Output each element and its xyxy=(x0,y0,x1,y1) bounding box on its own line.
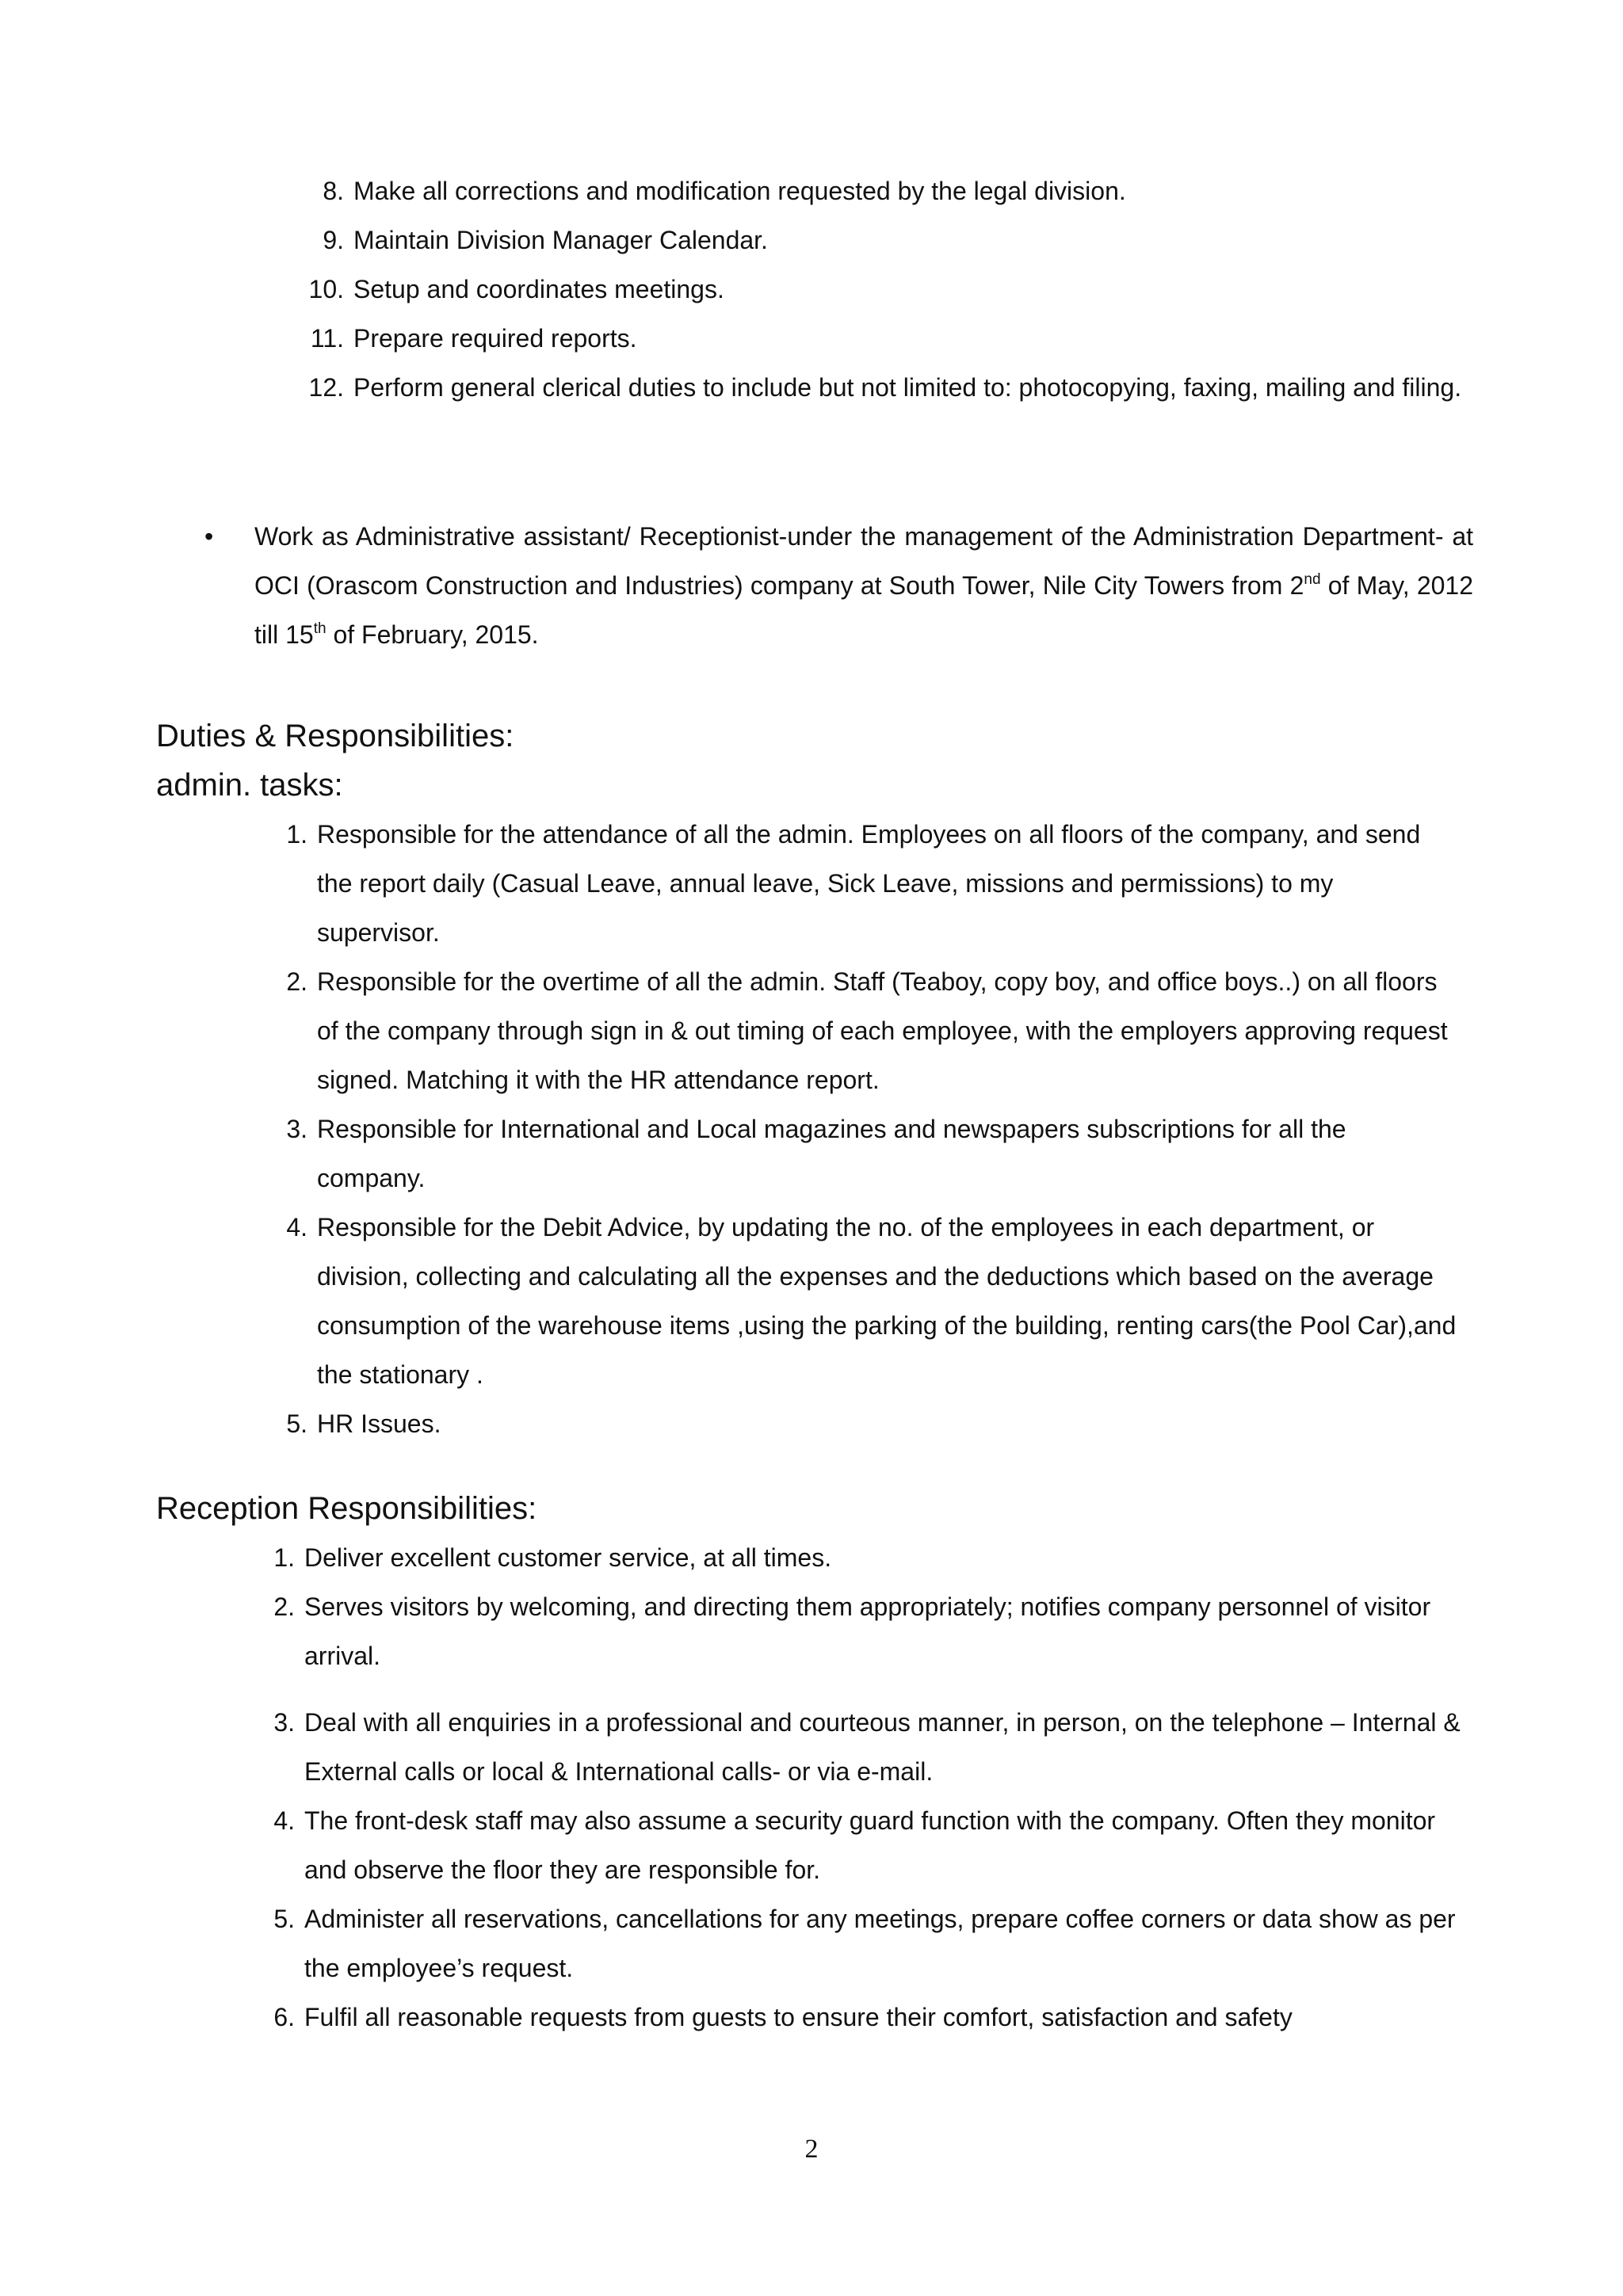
list-item-number: 12. xyxy=(308,373,344,402)
list-item-text: Responsible for International and Local magazines and newspapers subscriptions for all the company. xyxy=(317,1115,1346,1192)
list-item-number: 1. xyxy=(286,820,307,849)
list-item-number: 5. xyxy=(273,1905,295,1933)
list-item-text: Responsible for the Debit Advice, by updating the no. of the employees in each department, or division, collecting and calculating all the expenses and the deductions which based on the average consumption of the warehouse items ,using the parking of the building, renting cars(the Pool Car),and the stationary . xyxy=(317,1213,1457,1389)
list-item-text: HR Issues. xyxy=(317,1409,441,1438)
list-item xyxy=(273,1894,1469,1993)
job-entry-text-part: Work as Administrative assistant/ Receptionist-under the management of the Administration Department- at OCI (Orascom Construction and Industries) company at South Tower, Nile City Towers from 2 xyxy=(254,522,1473,600)
list-item-number: 2. xyxy=(273,1592,295,1621)
list-item-number: 2. xyxy=(286,967,307,996)
list-item-text: Fulfil all reasonable requests from guests to ensure their comfort, satisfaction and safety xyxy=(304,2003,1293,2031)
list-item-number: 11. xyxy=(310,324,344,353)
list-item-text: Responsible for the overtime of all the admin. Staff (Teaboy, copy boy, and office boys..) on all floors of the company through sign in & out timing of each employee, with the employers approving request signed. Matching it with the HR attendance report. xyxy=(317,967,1448,1094)
page-number: 2 xyxy=(804,2134,819,2164)
list-item-number: 5. xyxy=(286,1409,307,1438)
list-item xyxy=(273,1533,1469,1582)
list-item-number: 10. xyxy=(308,275,344,303)
list-item-text: The front-desk staff may also assume a security guard function with the company. Often they monitor and observe the floor they are responsible for. xyxy=(304,1806,1436,1884)
admin-tasks-heading: admin. tasks: xyxy=(156,768,343,803)
list-item-text: Responsible for the attendance of all the admin. Employees on all floors of the company, and send the report daily (Casual Leave, annual leave, Sick Leave, missions and permissions) to my supervisor. xyxy=(317,820,1421,947)
list-item xyxy=(273,1582,1469,1680)
list-item-text: Administer all reservations, cancellations for any meetings, prepare coffee corners or data show as per the employee’s request. xyxy=(304,1905,1456,1982)
list-item-text: Deliver excellent customer service, at all times. xyxy=(304,1543,832,1572)
list-item xyxy=(308,363,1473,412)
job-entry-text-part: of February, 2015. xyxy=(326,620,539,649)
list-item-number: 9. xyxy=(323,226,344,254)
reception-heading: Reception Responsibilities: xyxy=(156,1491,537,1526)
list-item xyxy=(286,1399,1458,1448)
list-item xyxy=(310,314,1473,363)
list-item-text: Setup and coordinates meetings. xyxy=(353,275,724,303)
list-item xyxy=(323,166,1473,215)
list-item-text: Make all corrections and modification requested by the legal division. xyxy=(353,177,1126,205)
reception-tasks-list xyxy=(273,1533,1469,2042)
list-item-text: Maintain Division Manager Calendar. xyxy=(353,226,768,254)
admin-tasks-list xyxy=(286,810,1458,1448)
list-item-text: Perform general clerical duties to include but not limited to: photocopying, faxing, mailing and filing. xyxy=(353,373,1462,402)
ordinal-suffix: nd xyxy=(1304,571,1321,588)
list-item-number: 6. xyxy=(273,2003,295,2031)
list-item-number: 3. xyxy=(273,1708,295,1737)
job-entry-paragraph xyxy=(254,512,1473,659)
list-item xyxy=(286,957,1458,1104)
bullet-icon: • xyxy=(204,522,214,551)
list-item xyxy=(286,1203,1458,1399)
list-item-number: 1. xyxy=(273,1543,295,1572)
list-item-text: Serves visitors by welcoming, and directing them appropriately; notifies company personnel of visitor arrival. xyxy=(304,1592,1431,1670)
list-item xyxy=(273,1796,1469,1894)
continued-duties-list xyxy=(308,166,1473,412)
list-item-text: Prepare required reports. xyxy=(353,324,637,353)
list-item xyxy=(308,265,1473,314)
list-item-number: 8. xyxy=(323,177,344,205)
list-item-number: 3. xyxy=(286,1115,307,1143)
list-item xyxy=(286,810,1458,957)
list-item-text: Deal with all enquiries in a professional and courteous manner, in person, on the telephone – Internal & External calls or local & International calls- or via e-mail. xyxy=(304,1708,1461,1786)
duties-heading: Duties & Responsibilities: xyxy=(156,719,514,753)
list-item xyxy=(273,1698,1469,1796)
ordinal-suffix: th xyxy=(313,620,327,637)
job-entry-text-part: of May, 2012 till 15 xyxy=(254,571,1474,649)
list-item-number: 4. xyxy=(273,1806,295,1835)
list-item xyxy=(323,215,1473,265)
list-item xyxy=(273,1993,1469,2042)
list-item-number: 4. xyxy=(286,1213,307,1241)
list-item xyxy=(286,1104,1458,1203)
